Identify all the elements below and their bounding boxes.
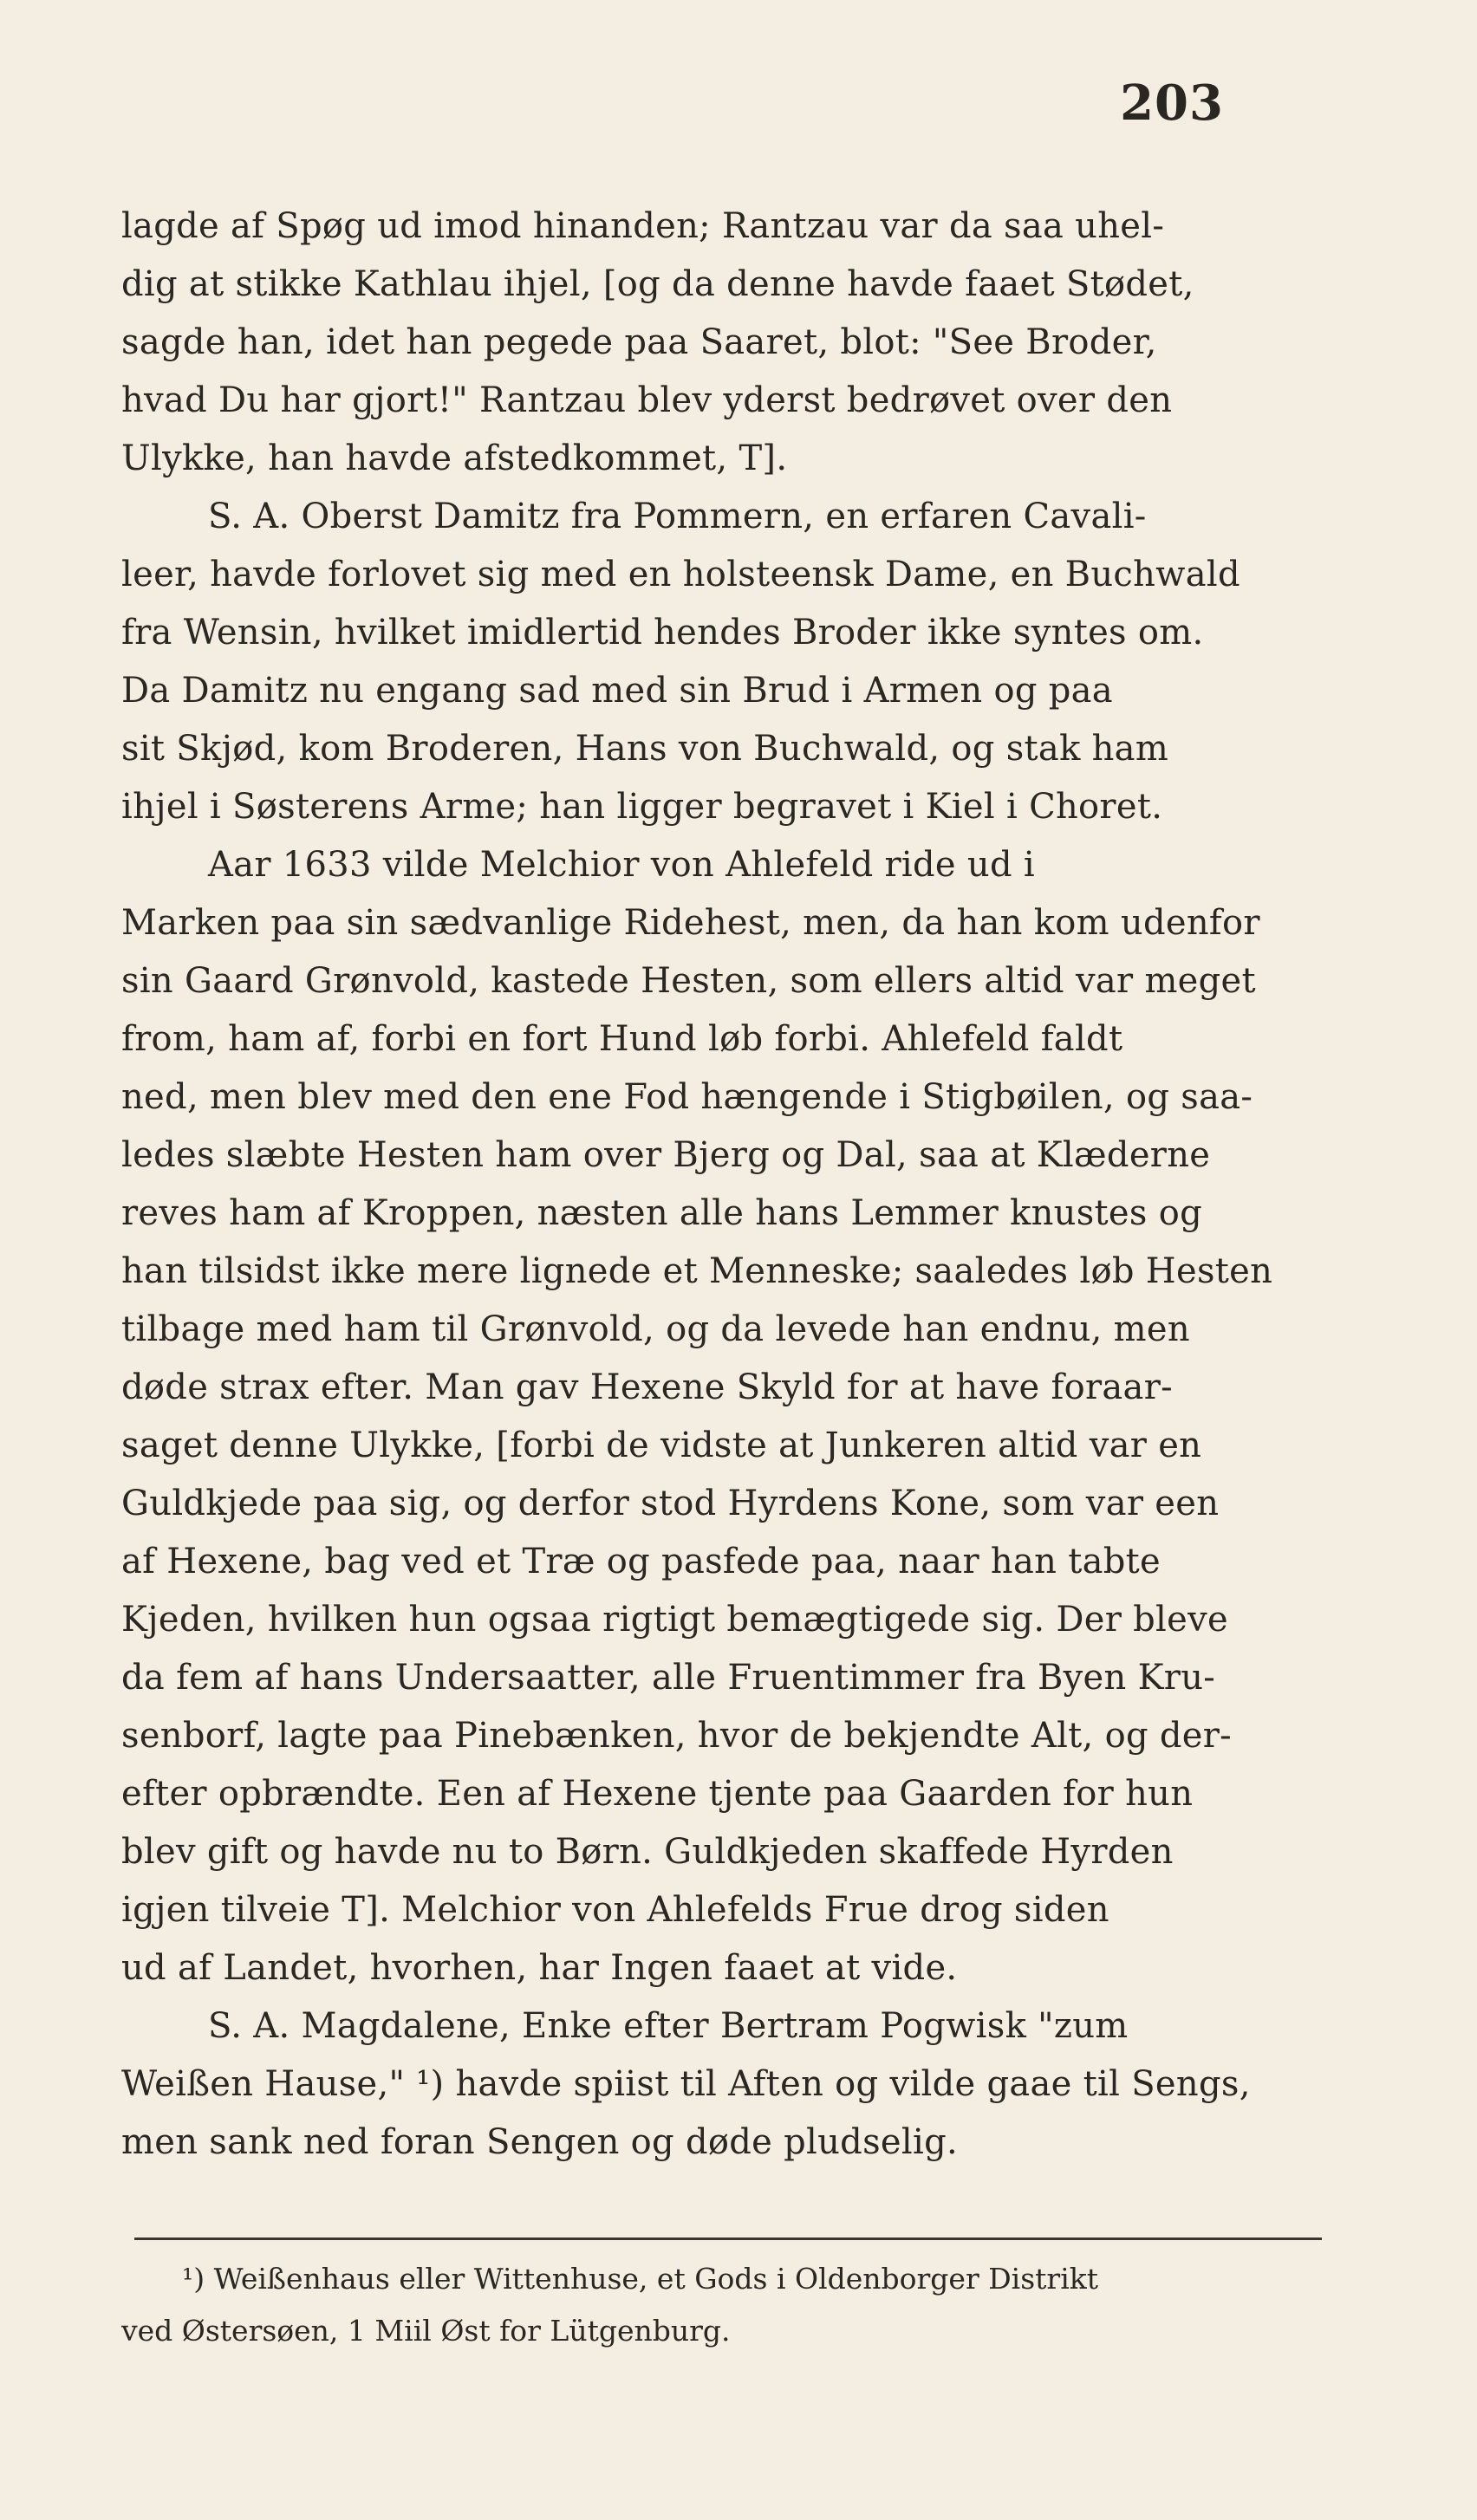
text-line: ledes slæbte Hesten ham over Bjerg og Dal, saa at Klæderne (121, 1135, 1211, 1175)
text-line: blev gift og havde nu to Børn. Guldkjeden skaffede Hyrden (121, 1832, 1174, 1872)
paragraph (121, 1997, 1321, 2172)
text-line: han tilsidst ikke mere lignede et Menneske; saaledes løb Hesten (121, 1251, 1273, 1291)
text-line: Ulykke, han havde afstedkommet, T]. (121, 438, 788, 478)
text-line: da fem af hans Undersaatter, alle Fruentimmer fra Byen Kru- (121, 1658, 1216, 1698)
text-line: senborf, lagte paa Pinebænken, hvor de bekjendte Alt, og der- (121, 1716, 1232, 1756)
text-line: ned, men blev med den ene Fod hængende i Stigbøilen, og saa- (121, 1077, 1253, 1117)
footnote-divider (134, 2237, 1322, 2240)
text-line: from, ham af, forbi en fort Hund løb forbi. Ahlefeld faldt (121, 1019, 1123, 1059)
text-line: fra Wensin, hvilket imidlertid hendes Broder ikke syntes om. (121, 613, 1204, 653)
text-line: ihjel i Søsterens Arme; han ligger begravet i Kiel i Choret. (121, 787, 1163, 827)
text-line: efter opbrændte. Een af Hexene tjente paa Gaarden for hun (121, 1774, 1194, 1814)
paragraph (121, 836, 1321, 1997)
text-line: men sank ned foran Sengen og døde pludselig. (121, 2122, 958, 2162)
text-line: hvad Du har gjort!" Rantzau blev yderst bedrøvet over den (121, 380, 1173, 420)
text-line: Marken paa sin sædvanlige Ridehest, men, da han kom udenfor (121, 903, 1260, 943)
text-line: sagde han, idet han pegede paa Saaret, blot: "See Broder, (121, 322, 1157, 362)
paragraph (121, 488, 1321, 836)
text-line: ud af Landet, hvorhen, har Ingen faaet at vide. (121, 1948, 958, 1988)
page-number: 203 (1120, 75, 1224, 132)
text-line: sin Gaard Grønvold, kastede Hesten, som ellers altid var meget (121, 961, 1256, 1001)
footnote (121, 2253, 1321, 2357)
text-line: Kjeden, hvilken hun ogsaa rigtigt bemægtigede sig. Der bleve (121, 1600, 1228, 1640)
text-line: reves ham af Kroppen, næsten alle hans Lemmer knustes og (121, 1193, 1202, 1233)
text-line: saget denne Ulykke, [forbi de vidste at Junkeren altid var en (121, 1426, 1202, 1465)
text-line: S. A. Magdalene, Enke efter Bertram Pogwisk "zum (208, 2006, 1129, 2046)
text-line: leer, havde forlovet sig med en holsteensk Dame, en Buchwald (121, 555, 1240, 594)
text-line: Da Damitz nu engang sad med sin Brud i Armen og paa (121, 671, 1113, 711)
text-line: dig at stikke Kathlau ihjel, [og da denne havde faaet Stødet, (121, 264, 1194, 304)
body-text (121, 198, 1321, 2172)
text-line: igjen tilveie T]. Melchior von Ahlefelds Frue drog siden (121, 1890, 1109, 1930)
text-line: lagde af Spøg ud imod hinanden; Rantzau var da saa uhel- (121, 206, 1165, 246)
footnote-line: ¹) Weißenhaus eller Wittenhuse, et Gods i Oldenborger Distrikt (182, 2262, 1099, 2296)
text-line: Aar 1633 vilde Melchior von Ahlefeld ride ud i (208, 845, 1035, 885)
text-line: af Hexene, bag ved et Træ og pasfede paa, naar han tabte (121, 1542, 1161, 1581)
text-line: S. A. Oberst Damitz fra Pommern, en erfaren Cavali- (208, 497, 1147, 536)
text-line: Weißen Hause," ¹) havde spiist til Aften og vilde gaae til Sengs, (121, 2064, 1251, 2104)
text-line: døde strax efter. Man gav Hexene Skyld for at have foraar- (121, 1367, 1173, 1407)
text-line: Guldkjede paa sig, og derfor stod Hyrdens Kone, som var een (121, 1484, 1220, 1523)
text-line: sit Skjød, kom Broderen, Hans von Buchwald, og stak ham (121, 729, 1169, 769)
text-line: tilbage med ham til Grønvold, og da levede han endnu, men (121, 1309, 1190, 1349)
paragraph (121, 198, 1321, 488)
footnote-line: ved Østersøen, 1 Miil Øst for Lütgenburg. (121, 2314, 731, 2348)
